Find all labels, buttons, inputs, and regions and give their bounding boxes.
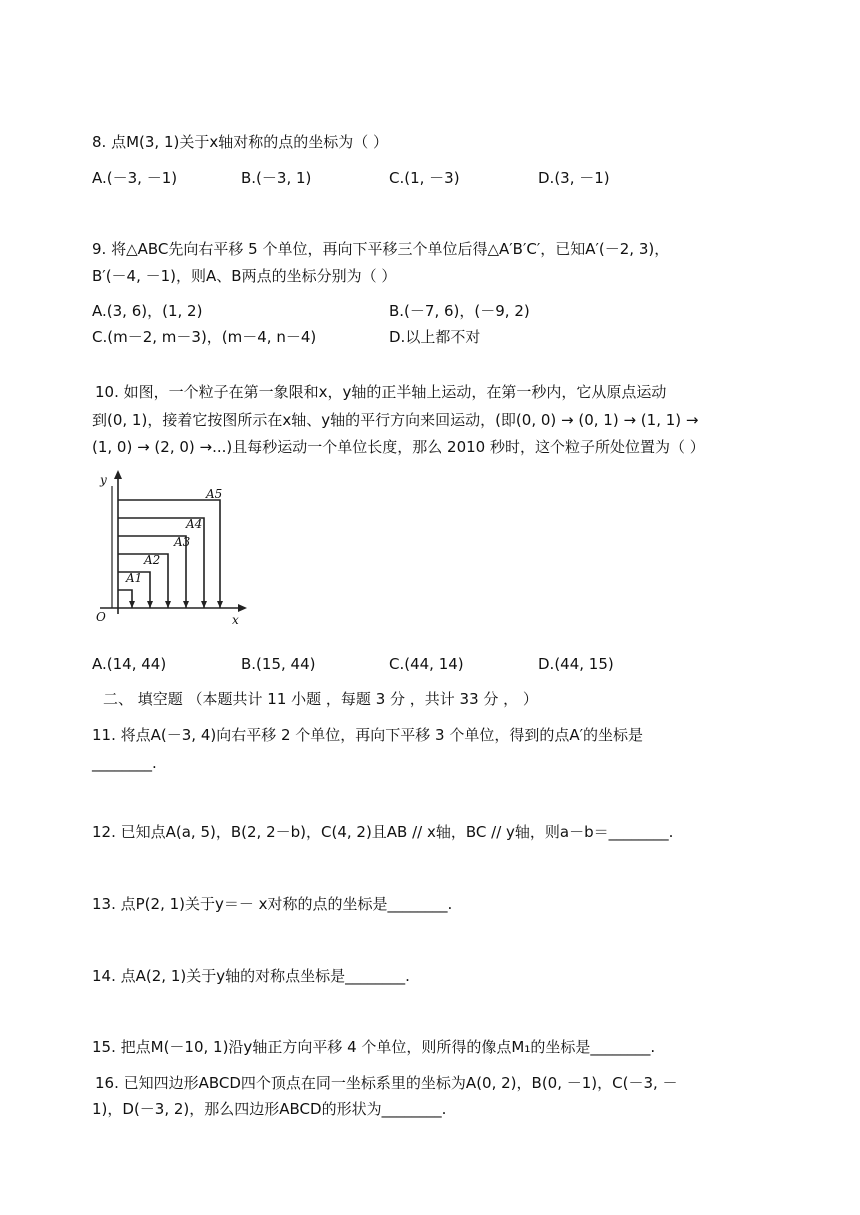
question-8-option-b: B.(－3, 1)	[241, 169, 312, 187]
section-2-heading: 二、 填空题 （本题共计 11 小题 ，每题 3 分 ，共计 33 分 ， ）	[103, 690, 538, 708]
down-arrow-2	[147, 601, 153, 608]
figure-point-a4: A4	[186, 517, 203, 531]
question-9-option-c: C.(m－2, m－3)，(m－4, n－4)	[92, 328, 317, 346]
question-8-stem: 8. 点M(3, 1)关于x轴对称的点的坐标为（ ）	[92, 133, 388, 151]
down-arrow-1	[129, 601, 135, 608]
question-9-stem-line1: 9. 将△ABC先向右平移 5 个单位，再向下平移三个单位后得△A′B′C′，已知A′(－2, 3)，	[92, 240, 670, 258]
particle-path-diagram	[92, 466, 252, 634]
question-12-stem: 12. 已知点A(a, 5)，B(2, 2－b)，C(4, 2)且AB // x轴，BC // y轴，则a－b＝________.	[92, 823, 674, 841]
question-10-figure	[92, 466, 252, 634]
question-14-stem: 14. 点A(2, 1)关于y轴的对称点坐标是________.	[92, 967, 410, 985]
figure-origin-label: O	[96, 610, 106, 624]
question-8-option-c: C.(1, －3)	[389, 169, 460, 187]
question-10-option-b: B.(15, 44)	[241, 655, 316, 673]
question-13-stem: 13. 点P(2, 1)关于y＝－ x对称的点的坐标是________.	[92, 895, 453, 913]
figure-point-a5: A5	[206, 487, 223, 501]
question-8-option-a: A.(－3, －1)	[92, 169, 178, 187]
figure-point-a3: A3	[174, 535, 191, 549]
figure-point-a2: A2	[144, 553, 161, 567]
figure-y-label: y	[100, 473, 107, 487]
question-8-option-d: D.(3, －1)	[538, 169, 610, 187]
question-16-stem-line2: 1)，D(－3, 2)，那么四边形ABCD的形状为________.	[92, 1100, 447, 1118]
question-10-stem-line2: 到(0, 1)，接着它按图所示在x轴、y轴的平行方向来回运动，(即(0, 0) → (0, 1) → (1, 1) →	[92, 411, 699, 429]
question-16-stem-line1: 16. 已知四边形ABCD四个顶点在同一坐标系里的坐标为A(0, 2)，B(0, －1)，C(－3, －	[95, 1074, 678, 1092]
down-arrow-6	[217, 601, 223, 608]
question-11-answer-blank: ________.	[92, 754, 157, 772]
down-arrow-4	[183, 601, 189, 608]
question-9-option-d: D.以上都不对	[389, 328, 481, 346]
question-10-stem-line1: 10. 如图，一个粒子在第一象限和x，y轴的正半轴上运动，在第一秒内，它从原点运动	[95, 383, 667, 401]
y-axis-arrow	[114, 470, 122, 479]
question-11-stem-line1: 11. 将点A(－3, 4)向右平移 2 个单位，再向下平移 3 个单位，得到的点A′的坐标是	[92, 726, 644, 744]
question-10-stem-line3: (1, 0) → (2, 0) →...)且每秒运动一个单位长度，那么 2010 秒时，这个粒子所处位置为（ ）	[92, 438, 705, 456]
question-10-option-d: D.(44, 15)	[538, 655, 614, 673]
question-9-option-a: A.(3, 6)，(1, 2)	[92, 302, 203, 320]
path-segment-5	[118, 518, 204, 608]
question-10-option-a: A.(14, 44)	[92, 655, 167, 673]
question-10-option-c: C.(44, 14)	[389, 655, 464, 673]
question-9-stem-line2: B′(－4, －1)，则A、B两点的坐标分别为（ ）	[92, 267, 397, 285]
figure-x-label: x	[232, 613, 239, 627]
path-segment-1	[118, 590, 132, 608]
x-axis-arrow	[238, 604, 247, 612]
down-arrow-5	[201, 601, 207, 608]
figure-point-a1: A1	[126, 571, 143, 585]
question-15-stem: 15. 把点M(－10, 1)沿y轴正方向平移 4 个单位，则所得的像点M₁的坐标是________.	[92, 1038, 656, 1056]
down-arrow-3	[165, 601, 171, 608]
question-9-option-b: B.(－7, 6)，(－9, 2)	[389, 302, 530, 320]
